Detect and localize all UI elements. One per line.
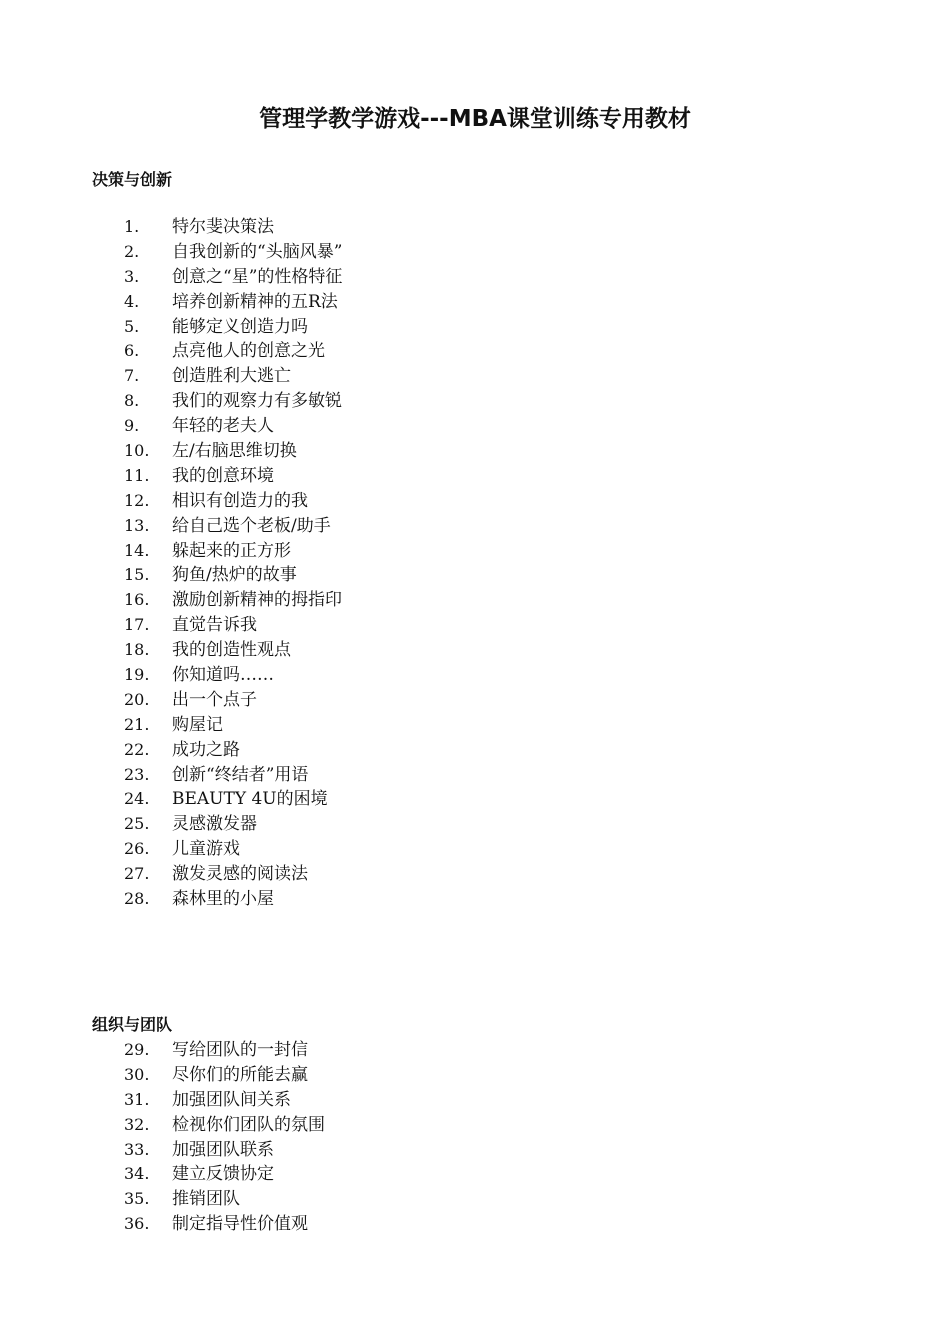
list-item-number: 24. bbox=[124, 789, 150, 809]
list-item bbox=[124, 812, 624, 837]
list-item bbox=[124, 563, 624, 588]
list-item-number: 32. bbox=[124, 1114, 150, 1134]
list-item-title: 左/右脑思维切换 bbox=[172, 441, 297, 462]
list-item bbox=[124, 514, 624, 539]
list-item bbox=[124, 215, 624, 240]
list-item bbox=[124, 539, 624, 564]
document-title: 管理学教学游戏---MBA课堂训练专用教材 bbox=[259, 106, 691, 132]
list-item bbox=[124, 1212, 624, 1237]
list-item-title: 我的创意环境 bbox=[172, 465, 274, 486]
list-item-title: 创意之“星”的性格特征 bbox=[172, 266, 343, 287]
list-item-number: 1. bbox=[124, 217, 140, 236]
list-item-number: 3. bbox=[124, 266, 140, 286]
list-item-number: 18. bbox=[124, 640, 150, 660]
list-item-number: 31. bbox=[124, 1089, 150, 1109]
list-item-number: 27. bbox=[124, 864, 150, 884]
list-item-title: 创新“终结者”用语 bbox=[172, 764, 309, 785]
list-item-number: 20. bbox=[124, 689, 150, 709]
list-item-title: 购屋记 bbox=[172, 714, 223, 735]
list-item-title: 自我创新的“头脑风暴” bbox=[172, 241, 343, 262]
list-item-number: 7. bbox=[124, 366, 140, 386]
list-item-number: 8. bbox=[124, 391, 140, 411]
list-item bbox=[124, 588, 624, 613]
list-item-title: 写给团队的一封信 bbox=[172, 1040, 308, 1060]
list-item-number: 9. bbox=[124, 416, 140, 436]
list-item-number: 29. bbox=[124, 1040, 150, 1059]
list-item-title: 能够定义创造力吗 bbox=[172, 316, 308, 337]
list-item-title: 出一个点子 bbox=[172, 689, 257, 710]
list-item-title: 儿童游戏 bbox=[172, 839, 240, 860]
list-item-title: 推销团队 bbox=[172, 1189, 240, 1210]
list-item-number: 25. bbox=[124, 814, 150, 834]
list-item-number: 28. bbox=[124, 889, 150, 909]
list-item bbox=[124, 489, 624, 514]
list-item-number: 35. bbox=[124, 1189, 150, 1209]
list-item-number: 21. bbox=[124, 714, 150, 734]
list-item bbox=[124, 315, 624, 340]
list-item bbox=[124, 1063, 624, 1088]
list-item-title: 特尔斐决策法 bbox=[172, 217, 274, 237]
list-item-number: 11. bbox=[124, 465, 150, 485]
list-item-number: 13. bbox=[124, 515, 150, 535]
list-item-title: BEAUTY 4U的困境 bbox=[172, 789, 328, 810]
list-item bbox=[124, 414, 624, 439]
list-item bbox=[124, 887, 624, 912]
list-item-title: 制定指导性价值观 bbox=[172, 1214, 308, 1235]
list-item-title: 培养创新精神的五R法 bbox=[172, 291, 338, 312]
list-item-number: 5. bbox=[124, 316, 140, 336]
list-item bbox=[124, 1038, 624, 1063]
list-item bbox=[124, 1088, 624, 1113]
list-item bbox=[124, 1138, 624, 1163]
list-item-title: 创造胜利大逃亡 bbox=[172, 366, 291, 387]
list-item bbox=[124, 663, 624, 688]
list-item-title: 加强团队间关系 bbox=[172, 1089, 291, 1110]
list-item-number: 19. bbox=[124, 665, 150, 685]
list-item bbox=[124, 464, 624, 489]
list-item-number: 34. bbox=[124, 1164, 150, 1184]
list-item-title: 检视你们团队的氛围 bbox=[172, 1114, 325, 1135]
list-item bbox=[124, 1113, 624, 1138]
list-item bbox=[124, 290, 624, 315]
list-item-title: 我的创造性观点 bbox=[172, 640, 291, 661]
list-item-number: 26. bbox=[124, 839, 150, 859]
list-item-title: 给自己选个老板/助手 bbox=[172, 515, 331, 536]
list-item-title: 年轻的老夫人 bbox=[172, 416, 274, 437]
list-item-title: 躲起来的正方形 bbox=[172, 540, 291, 561]
list-item-number: 14. bbox=[124, 540, 150, 560]
list-item-number: 2. bbox=[124, 241, 140, 261]
list-item-title: 激发灵感的阅读法 bbox=[172, 864, 308, 885]
list-item-number: 16. bbox=[124, 590, 150, 610]
list-item bbox=[124, 763, 624, 788]
list-item-title: 直觉告诉我 bbox=[172, 615, 257, 636]
section-list-organization-team bbox=[124, 1038, 624, 1237]
list-item bbox=[124, 638, 624, 663]
list-item-number: 6. bbox=[124, 341, 140, 361]
list-item bbox=[124, 787, 624, 812]
list-item bbox=[124, 439, 624, 464]
list-item-title: 狗鱼/热炉的故事 bbox=[172, 565, 297, 586]
list-item-number: 17. bbox=[124, 615, 150, 635]
list-item bbox=[124, 713, 624, 738]
list-item bbox=[124, 1162, 624, 1187]
list-item bbox=[124, 389, 624, 414]
list-item-number: 10. bbox=[124, 441, 150, 461]
list-item-number: 4. bbox=[124, 291, 140, 311]
list-item-number: 15. bbox=[124, 565, 150, 585]
list-item-title: 建立反馈协定 bbox=[172, 1164, 274, 1185]
list-item-title: 激励创新精神的拇指印 bbox=[172, 590, 342, 611]
section-heading-organization-team: 组织与团队 bbox=[92, 1015, 173, 1034]
list-item-number: 33. bbox=[124, 1139, 150, 1159]
list-item-number: 36. bbox=[124, 1214, 150, 1234]
list-item-number: 23. bbox=[124, 764, 150, 784]
list-item bbox=[124, 240, 624, 265]
section-list-decision-innovation bbox=[124, 215, 624, 912]
list-item bbox=[124, 738, 624, 763]
section-heading-decision-innovation: 决策与创新 bbox=[92, 170, 173, 189]
list-item bbox=[124, 339, 624, 364]
list-item-number: 22. bbox=[124, 739, 150, 759]
list-item-title: 成功之路 bbox=[172, 739, 240, 760]
list-item bbox=[124, 613, 624, 638]
list-item-number: 30. bbox=[124, 1064, 150, 1084]
list-item bbox=[124, 837, 624, 862]
list-item bbox=[124, 862, 624, 887]
list-item-title: 相识有创造力的我 bbox=[172, 490, 308, 511]
list-item-title: 点亮他人的创意之光 bbox=[172, 341, 325, 362]
list-item-title: 你知道吗…… bbox=[172, 665, 274, 686]
list-item-title: 加强团队联系 bbox=[172, 1139, 274, 1160]
list-item bbox=[124, 1187, 624, 1212]
list-item-title: 我们的观察力有多敏锐 bbox=[172, 391, 342, 412]
list-item bbox=[124, 688, 624, 713]
list-item bbox=[124, 364, 624, 389]
list-item-title: 森林里的小屋 bbox=[172, 889, 274, 910]
list-item-title: 尽你们的所能去赢 bbox=[172, 1064, 308, 1085]
list-item-number: 12. bbox=[124, 490, 150, 510]
list-item bbox=[124, 265, 624, 290]
list-item-title: 灵感激发器 bbox=[172, 814, 257, 835]
